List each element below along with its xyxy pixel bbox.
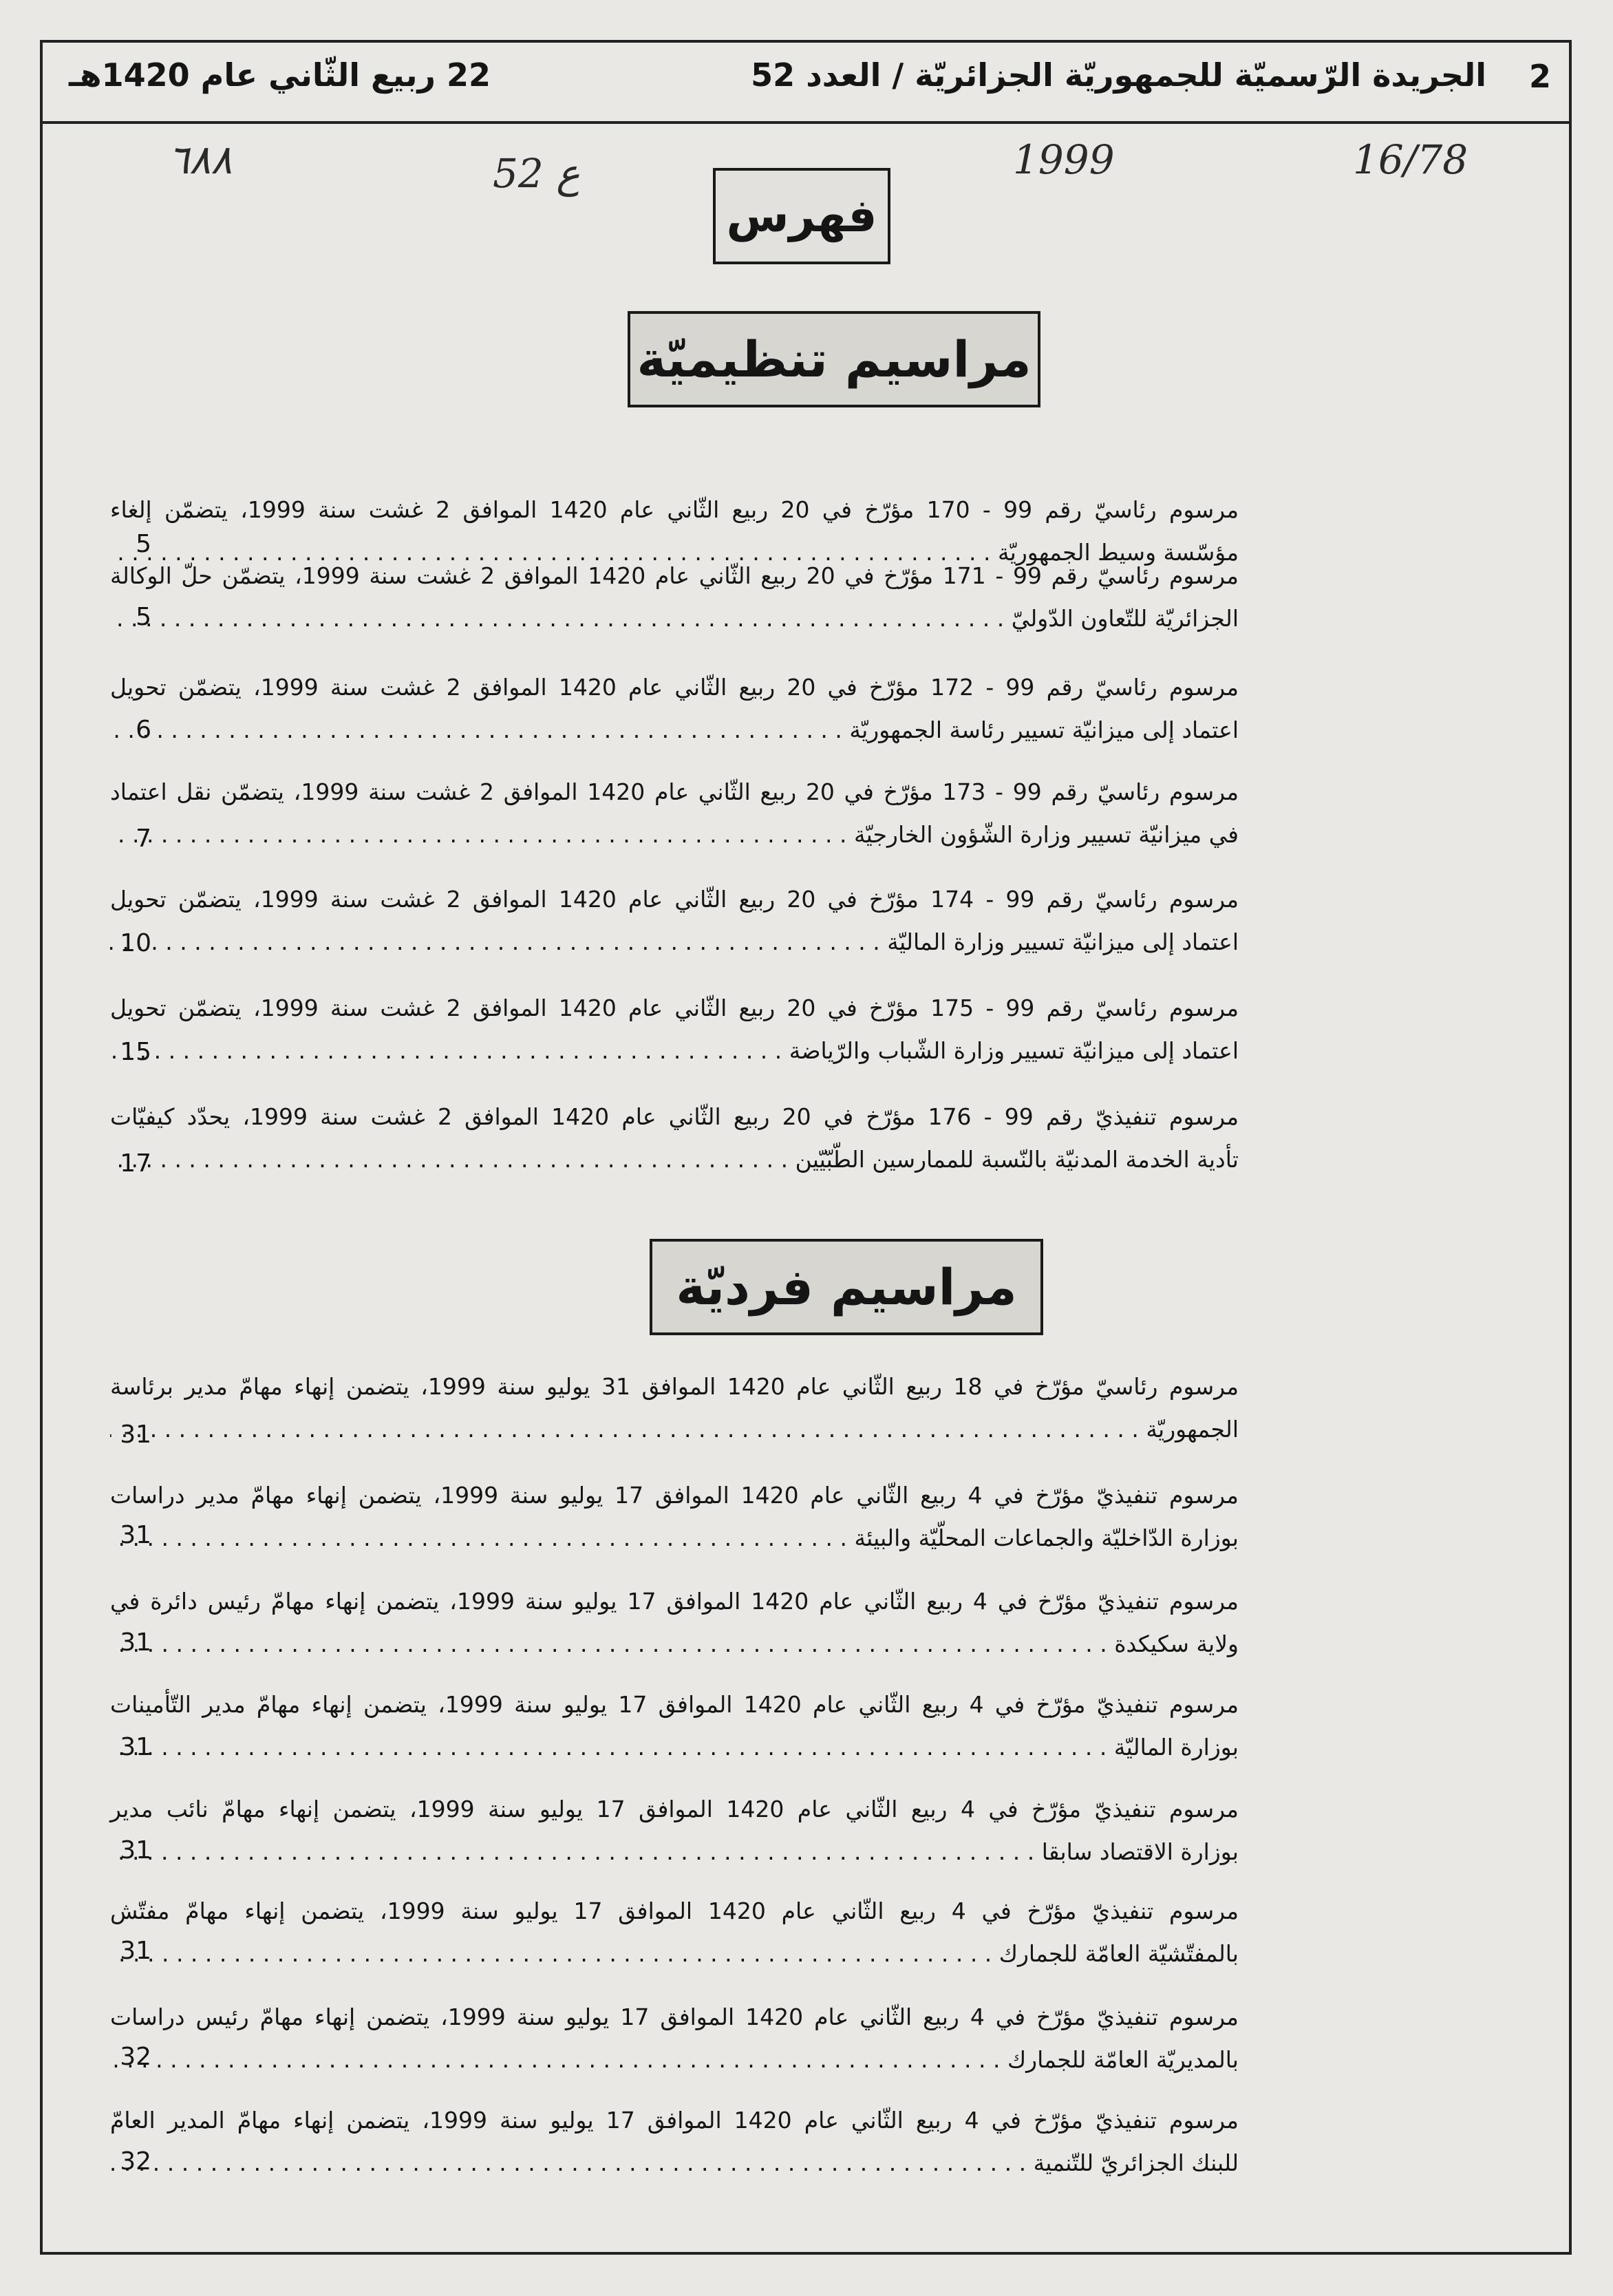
entry-page-number: 31 xyxy=(120,1521,151,1549)
entry-page-number: 10 xyxy=(120,929,151,957)
entry-page-number: 31 xyxy=(120,1836,151,1864)
entry-page-number: 5 xyxy=(136,530,151,558)
section-title-regulatory-decrees: مراسيم تنظيميّة xyxy=(628,311,1040,407)
index-entry xyxy=(110,1890,1239,1975)
index-entry xyxy=(110,1788,1239,1873)
entry-page-number: 31 xyxy=(120,1628,151,1657)
entry-line-2: بوزارة الاقتصاد سابقا . . . xyxy=(110,1831,1239,1873)
entry-line-1: مرسوم رئاسيّ رقم 99 - 172 مؤرّخ في 20 ربيع الثّاني عام 1420 الموافق 2 غشت سنة 1999، يتضمّن تحويل xyxy=(110,674,1239,701)
index-entry xyxy=(110,1365,1239,1451)
entry-line-1: مرسوم تنفيذيّ مؤرّخ في 4 ربيع الثّاني عام 1420 الموافق 17 يوليو سنة 1999، يتضمن إنهاء مهامّ المدير العامّ xyxy=(110,2107,1239,2134)
entry-line-2: اعتماد إلى ميزانيّة تسيير وزارة الشّباب والرّياضة . . . xyxy=(110,1030,1239,1072)
journal-title: الجريدة الرّسميّة للجمهوريّة الجزائريّة / العدد 52 xyxy=(751,56,1486,94)
entry-page-number: 15 xyxy=(120,1038,151,1066)
page-number: 2 xyxy=(1528,58,1551,95)
entry-line-1: مرسوم رئاسيّ مؤرّخ في 18 ربيع الثّاني عام 1420 الموافق 31 يوليو سنة 1999، يتضمن إنهاء مهامّ مدير برئاسة xyxy=(110,1373,1239,1400)
entry-line-1: مرسوم تنفيذيّ مؤرّخ في 4 ربيع الثّاني عام 1420 الموافق 17 يوليو سنة 1999، يتضمن إنهاء مهامّ رئيس دائرة في xyxy=(110,1588,1239,1615)
entry-page-number: 31 xyxy=(120,1421,151,1449)
handwritten-note-right: 16/78 xyxy=(1353,136,1468,183)
issue-date: 22 ربيع الثّاني عام 1420هـ xyxy=(69,56,491,94)
entry-line-2: تأدية الخدمة المدنيّة بالنّسبة للممارسين الطّبّيّين . . . xyxy=(110,1138,1239,1181)
entry-page-number: 31 xyxy=(120,1937,151,1965)
page-header xyxy=(43,43,1569,124)
handwritten-note-left: ٦٨٨ xyxy=(168,136,233,183)
index-title: فهرس xyxy=(713,168,890,264)
entry-line-1: مرسوم تنفيذيّ مؤرّخ في 4 ربيع الثّاني عام 1420 الموافق 17 يوليو سنة 1999، يتضمن إنهاء مهامّ نائب مدير xyxy=(110,1796,1239,1822)
entry-line-2: ولاية سكيكدة . . . xyxy=(110,1623,1239,1666)
entry-line-2: بالمديريّة العامّة للجمارك . . . xyxy=(110,2039,1239,2081)
entry-line-2: بوزارة الماليّة . . . xyxy=(110,1726,1239,1769)
entry-line-2: مؤسّسة وسيط الجمهوريّة . . . xyxy=(110,531,1239,574)
entry-page-number: 7 xyxy=(136,825,151,853)
entry-line-2: اعتماد إلى ميزانيّة تسيير وزارة الماليّة . . . xyxy=(110,921,1239,964)
entry-page-number: 31 xyxy=(120,1733,151,1761)
entry-line-1: مرسوم رئاسيّ رقم 99 - 174 مؤرّخ في 20 ربيع الثّاني عام 1420 الموافق 2 غشت سنة 1999، يتضمّن تحويل xyxy=(110,886,1239,913)
section-title-individual-decrees: مراسيم فرديّة xyxy=(650,1239,1043,1335)
entry-line-1: مرسوم تنفيذيّ مؤرّخ في 4 ربيع الثّاني عام 1420 الموافق 17 يوليو سنة 1999، يتضمن إنهاء مهامّ مدير التّأمينات xyxy=(110,1691,1239,1718)
entry-page-number: 32 xyxy=(120,2043,151,2071)
index-entry xyxy=(110,555,1239,640)
entry-line-2: للبنك الجزائريّ للتّنمية . . . xyxy=(110,2142,1239,2185)
index-entry xyxy=(110,987,1239,1072)
entry-line-2: بالمفتّشيّة العامّة للجمارك . . . xyxy=(110,1933,1239,1975)
index-entry xyxy=(110,2099,1239,2185)
index-entry xyxy=(110,666,1239,752)
index-entry xyxy=(110,1683,1239,1769)
entry-line-2: الجزائريّة للتّعاون الدّوليّ . . . xyxy=(110,597,1239,640)
entry-page-number: 6 xyxy=(136,716,151,744)
entry-line-1: مرسوم تنفيذيّ رقم 99 - 176 مؤرّخ في 20 ربيع الثّاني عام 1420 الموافق 2 غشت سنة 1999، يحدّد كيفيّات xyxy=(110,1103,1239,1130)
entry-line-2: اعتماد إلى ميزانيّة تسيير رئاسة الجمهوريّة . . . xyxy=(110,709,1239,752)
index-entry xyxy=(110,771,1239,856)
entry-page-number: 5 xyxy=(136,603,151,631)
entry-line-1: مرسوم تنفيذيّ مؤرّخ في 4 ربيع الثّاني عام 1420 الموافق 17 يوليو سنة 1999، يتضمن إنهاء مهامّ مدير دراسات xyxy=(110,1482,1239,1509)
entry-line-1: مرسوم تنفيذيّ مؤرّخ في 4 ربيع الثّاني عام 1420 الموافق 17 يوليو سنة 1999، يتضمن إنهاء مهامّ مفتّش xyxy=(110,1898,1239,1924)
handwritten-year: 1999 xyxy=(1013,136,1115,183)
entry-line-1: مرسوم رئاسيّ رقم 99 - 175 مؤرّخ في 20 ربيع الثّاني عام 1420 الموافق 2 غشت سنة 1999، يتضمّن تحويل xyxy=(110,995,1239,1021)
entry-line-1: مرسوم رئاسيّ رقم 99 - 170 مؤرّخ في 20 ربيع الثّاني عام 1420 الموافق 2 غشت سنة 1999، يتضمّن إلغاء xyxy=(110,496,1239,523)
entry-page-number: 32 xyxy=(120,2147,151,2176)
entry-line-2: بوزارة الدّاخليّة والجماعات المحلّيّة والبيئة . . . xyxy=(110,1517,1239,1560)
index-entry xyxy=(110,1580,1239,1666)
entry-line-1: مرسوم رئاسيّ رقم 99 - 171 مؤرّخ في 20 ربيع الثّاني عام 1420 الموافق 2 غشت سنة 1999، يتضمّن حلّ الوكالة xyxy=(110,562,1239,589)
entry-line-1: مرسوم رئاسيّ رقم 99 - 173 مؤرّخ في 20 ربيع الثّاني عام 1420 الموافق 2 غشت سنة 1999، يتضمّن نقل اعتماد xyxy=(110,778,1239,805)
handwritten-issue: 52 ع xyxy=(493,150,580,197)
index-entry xyxy=(110,1996,1239,2081)
index-entry xyxy=(110,1474,1239,1560)
entry-line-2: في ميزانيّة تسيير وزارة الشّؤون الخارجيّة . . . xyxy=(110,814,1239,856)
entry-page-number: 17 xyxy=(120,1149,151,1178)
index-entry xyxy=(110,1096,1239,1181)
entry-line-2: الجمهوريّة . . . xyxy=(110,1408,1239,1451)
index-entry xyxy=(110,878,1239,964)
entry-line-1: مرسوم تنفيذيّ مؤرّخ في 4 ربيع الثّاني عام 1420 الموافق 17 يوليو سنة 1999، يتضمن إنهاء مهامّ رئيس دراسات xyxy=(110,2003,1239,2030)
